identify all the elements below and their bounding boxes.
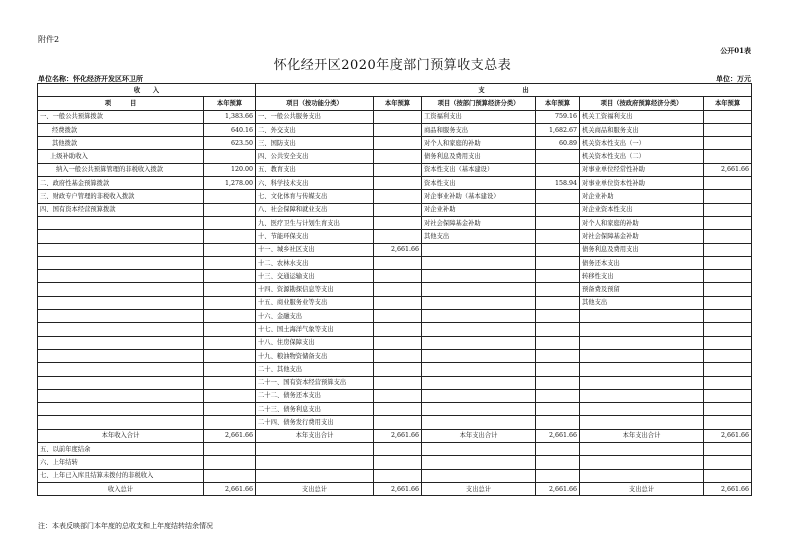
func-item: 三、国防支出 (256, 137, 374, 150)
income-item (38, 336, 204, 349)
func-value (374, 163, 422, 176)
income-item (38, 310, 204, 323)
func-total-label: 本年支出合计 (256, 429, 374, 442)
income-header: 收 入 (38, 84, 256, 97)
func-value (374, 310, 422, 323)
dept-value (536, 403, 580, 416)
income-item (38, 283, 204, 296)
table-row (38, 270, 752, 283)
func-value (374, 376, 422, 389)
income-value: 1,383.66 (204, 110, 256, 123)
func-item: 五、教育支出 (256, 163, 374, 176)
func-value (374, 296, 422, 309)
dept-header: 项目（按部门预算经济分类） (422, 97, 536, 110)
empty-cell (374, 443, 422, 456)
income-value (204, 336, 256, 349)
income-item (38, 216, 204, 229)
table-row (38, 416, 752, 429)
func-item: 二、外交支出 (256, 123, 374, 136)
func-item: 十五、商业服务业等支出 (256, 296, 374, 309)
table-row (38, 123, 752, 136)
func-total-value: 2,661.66 (374, 429, 422, 442)
dept-value (536, 190, 580, 203)
income-total-label: 收入总计 (38, 482, 204, 495)
table-row (38, 163, 752, 176)
income-value: 623.50 (204, 137, 256, 150)
gov-value (704, 363, 752, 376)
gov-item: 债务利息及费用支出 (580, 243, 704, 256)
dept-item: 对个人和家庭的补助 (422, 137, 536, 150)
empty-cell (536, 456, 580, 469)
income-item (38, 230, 204, 243)
func-item: 二十二、债务还本支出 (256, 389, 374, 402)
gov-value (704, 190, 752, 203)
func-value (374, 150, 422, 163)
dept-value (536, 389, 580, 402)
func-value (374, 203, 422, 216)
func-item: 十七、国土海洋气象等支出 (256, 323, 374, 336)
income-value (204, 216, 256, 229)
income-value (204, 203, 256, 216)
empty-cell (536, 469, 580, 482)
gov-total-value: 2,661.66 (704, 482, 752, 495)
income-value (204, 443, 256, 456)
dept-value (536, 230, 580, 243)
gov-item (580, 403, 704, 416)
income-value (204, 349, 256, 362)
dept-item (422, 403, 536, 416)
func-item: 十、节能环保支出 (256, 230, 374, 243)
budget-header: 本年预算 (536, 97, 580, 110)
func-item: 十二、农林水支出 (256, 256, 374, 269)
dept-item (422, 310, 536, 323)
gov-item: 债务还本支出 (580, 256, 704, 269)
func-value: 2,661.66 (374, 243, 422, 256)
attachment-label: 附件2 (38, 35, 60, 44)
dept-item: 商品和服务支出 (422, 123, 536, 136)
form-code: 公开01表 (720, 46, 751, 55)
gov-item: 对个人和家庭的补助 (580, 216, 704, 229)
func-item: 十九、粮油物资储备支出 (256, 349, 374, 362)
table-row (38, 256, 752, 269)
table-row (38, 243, 752, 256)
income-value (204, 270, 256, 283)
gov-total-label: 支出总计 (580, 482, 704, 495)
func-total-value: 2,661.66 (374, 482, 422, 495)
gov-item: 其他支出 (580, 296, 704, 309)
income-item: 经费拨款 (38, 123, 204, 136)
func-item: 十三、交通运输支出 (256, 270, 374, 283)
empty-cell (374, 469, 422, 482)
gov-value (704, 283, 752, 296)
dept-item (422, 349, 536, 362)
dept-item (422, 323, 536, 336)
func-value (374, 190, 422, 203)
income-item (38, 416, 204, 429)
page-title: 怀化经开区2020年度部门预算收支总表 (273, 58, 512, 73)
income-value (204, 323, 256, 336)
gov-header: 项目（按政府预算经济分类） (580, 97, 704, 110)
income-item: 七、上年已入库且结算未拨付的非税收入 (38, 469, 204, 482)
dept-value (536, 416, 580, 429)
func-item: 六、科学技术支出 (256, 177, 374, 190)
gov-value (704, 177, 752, 190)
table-row (38, 456, 752, 469)
income-total-value: 2,661.66 (204, 429, 256, 442)
income-item (38, 363, 204, 376)
gov-item (580, 349, 704, 362)
dept-item (422, 243, 536, 256)
func-header: 项目（按功能分类） (256, 97, 374, 110)
func-item: 八、社会保障和就业支出 (256, 203, 374, 216)
gov-value (704, 216, 752, 229)
gov-item: 机关资本性支出（二） (580, 150, 704, 163)
budget-summary-table (37, 83, 752, 496)
dept-value (536, 203, 580, 216)
func-value (374, 336, 422, 349)
dept-value (536, 283, 580, 296)
income-item (38, 270, 204, 283)
income-total-value: 2,661.66 (204, 482, 256, 495)
gov-item (580, 336, 704, 349)
income-value (204, 403, 256, 416)
table-row (38, 323, 752, 336)
dept-item (422, 416, 536, 429)
gov-item: 机关商品和服务支出 (580, 123, 704, 136)
dept-item (422, 256, 536, 269)
income-value (204, 283, 256, 296)
func-item: 一、一般公共服务支出 (256, 110, 374, 123)
gov-value (704, 349, 752, 362)
gov-value (704, 416, 752, 429)
dept-value (536, 310, 580, 323)
income-total-label: 本年收入合计 (38, 429, 204, 442)
income-value: 640.16 (204, 123, 256, 136)
table-row (38, 230, 752, 243)
gov-item: 对事业单位资本性补助 (580, 177, 704, 190)
table-row (38, 190, 752, 203)
income-value (204, 456, 256, 469)
dept-item (422, 283, 536, 296)
dept-value (536, 376, 580, 389)
func-value (374, 137, 422, 150)
gov-item: 预备费及预留 (580, 283, 704, 296)
func-item: 十八、住房保障支出 (256, 336, 374, 349)
dept-item: 工资福利支出 (422, 110, 536, 123)
func-value (374, 349, 422, 362)
income-item (38, 256, 204, 269)
gov-value (704, 110, 752, 123)
table-row (38, 403, 752, 416)
income-value (204, 363, 256, 376)
gov-item: 对企业资本性支出 (580, 203, 704, 216)
func-item: 二十一、国有资本经营预算支出 (256, 376, 374, 389)
income-value (204, 230, 256, 243)
income-value: 1,278.00 (204, 177, 256, 190)
dept-item (422, 296, 536, 309)
dept-item: 资本性支出（基本建设） (422, 163, 536, 176)
income-value (204, 469, 256, 482)
income-item: 三、财政专户管理的非税收入拨款 (38, 190, 204, 203)
func-item: 十一、城乡社区支出 (256, 243, 374, 256)
empty-cell (256, 456, 374, 469)
dept-value (536, 216, 580, 229)
empty-cell (580, 456, 704, 469)
table-row (38, 137, 752, 150)
table-row (38, 310, 752, 323)
dept-value (536, 336, 580, 349)
dept-total-value: 2,661.66 (536, 482, 580, 495)
dept-item (422, 376, 536, 389)
table-group-header (38, 84, 752, 97)
gov-value: 2,661.66 (704, 163, 752, 176)
empty-cell (704, 443, 752, 456)
table-row (38, 110, 752, 123)
func-item: 十六、金融支出 (256, 310, 374, 323)
dept-value: 759.16 (536, 110, 580, 123)
dept-value: 60.89 (536, 137, 580, 150)
currency-unit: 单位：万元 (716, 74, 751, 83)
dept-value (536, 270, 580, 283)
income-item (38, 376, 204, 389)
gov-value (704, 137, 752, 150)
func-value (374, 256, 422, 269)
dept-item: 债务利息及费用支出 (422, 150, 536, 163)
table-row (38, 177, 752, 190)
income-item: 六、上年结转 (38, 456, 204, 469)
gov-item (580, 389, 704, 402)
func-item: 二十四、债务发行费用支出 (256, 416, 374, 429)
gov-value (704, 376, 752, 389)
income-item: 四、国有资本经营预算拨款 (38, 203, 204, 216)
income-value (204, 389, 256, 402)
item-header: 项 目 (38, 97, 204, 110)
empty-cell (422, 443, 536, 456)
func-value (374, 363, 422, 376)
dept-total-value: 2,661.66 (536, 429, 580, 442)
budget-header: 本年预算 (704, 97, 752, 110)
income-value (204, 256, 256, 269)
dept-value (536, 363, 580, 376)
year-total-row (38, 429, 752, 442)
table-row (38, 389, 752, 402)
table-row (38, 363, 752, 376)
dept-value: 1,682.67 (536, 123, 580, 136)
income-item (38, 323, 204, 336)
gov-item (580, 310, 704, 323)
income-value: 120.00 (204, 163, 256, 176)
empty-cell (422, 456, 536, 469)
dept-value: 158.94 (536, 177, 580, 190)
income-item: 一、一般公共预算拨款 (38, 110, 204, 123)
empty-cell (536, 443, 580, 456)
budget-header: 本年预算 (204, 97, 256, 110)
gov-value (704, 150, 752, 163)
func-value (374, 216, 422, 229)
income-value (204, 376, 256, 389)
dept-item: 对企业补助 (422, 203, 536, 216)
income-item: 纳入一般公共预算管理的非税收入拨款 (38, 163, 204, 176)
table-row (38, 349, 752, 362)
func-value (374, 110, 422, 123)
gov-value (704, 256, 752, 269)
func-value (374, 270, 422, 283)
income-item (38, 296, 204, 309)
table-row (38, 203, 752, 216)
dept-value (536, 163, 580, 176)
income-value (204, 416, 256, 429)
dept-value (536, 256, 580, 269)
dept-value (536, 150, 580, 163)
income-item: 五、以前年度结余 (38, 443, 204, 456)
empty-cell (256, 443, 374, 456)
income-value (204, 150, 256, 163)
func-item: 二十、其他支出 (256, 363, 374, 376)
func-item: 九、医疗卫生与计划生育支出 (256, 216, 374, 229)
func-value (374, 323, 422, 336)
footnote: 注：本表反映部门本年度的总收支和上年度结转结余情况 (38, 522, 213, 530)
gov-value (704, 203, 752, 216)
empty-cell (580, 469, 704, 482)
empty-cell (704, 469, 752, 482)
gov-item: 对事业单位经常性补助 (580, 163, 704, 176)
gov-item: 机关资本性支出（一） (580, 137, 704, 150)
empty-cell (580, 443, 704, 456)
func-value (374, 123, 422, 136)
gov-value (704, 123, 752, 136)
empty-cell (422, 469, 536, 482)
income-item: 其他拨款 (38, 137, 204, 150)
gov-item: 转移性支出 (580, 270, 704, 283)
income-value (204, 190, 256, 203)
income-item: 上级补助收入 (38, 150, 204, 163)
dept-item: 对社会保障基金补助 (422, 216, 536, 229)
gov-value (704, 270, 752, 283)
gov-item: 机关工资福利支出 (580, 110, 704, 123)
gov-item: 对企业补助 (580, 190, 704, 203)
func-value (374, 403, 422, 416)
gov-value (704, 296, 752, 309)
income-item (38, 403, 204, 416)
dept-item: 其他支出 (422, 230, 536, 243)
gov-value (704, 323, 752, 336)
table-row (38, 336, 752, 349)
func-total-label: 支出总计 (256, 482, 374, 495)
table-column-header (38, 97, 752, 110)
gov-value (704, 403, 752, 416)
dept-item (422, 363, 536, 376)
income-value (204, 310, 256, 323)
gov-total-label: 本年支出合计 (580, 429, 704, 442)
dept-item: 资本性支出 (422, 177, 536, 190)
table-row (38, 469, 752, 482)
gov-value (704, 310, 752, 323)
gov-value (704, 336, 752, 349)
gov-item (580, 376, 704, 389)
dept-value (536, 243, 580, 256)
dept-item (422, 336, 536, 349)
gov-total-value: 2,661.66 (704, 429, 752, 442)
dept-total-label: 支出总计 (422, 482, 536, 495)
table-row (38, 216, 752, 229)
func-value (374, 283, 422, 296)
table-row (38, 150, 752, 163)
unit-name: 单位名称：怀化经济开发区环卫所 (38, 74, 143, 83)
income-item (38, 349, 204, 362)
income-item (38, 243, 204, 256)
dept-value (536, 296, 580, 309)
func-value (374, 177, 422, 190)
empty-cell (374, 456, 422, 469)
table-row (38, 443, 752, 456)
expense-header: 支 出 (256, 84, 752, 97)
func-item: 二十三、债务利息支出 (256, 403, 374, 416)
table-row (38, 283, 752, 296)
gov-item: 对社会保障基金补助 (580, 230, 704, 243)
func-value (374, 416, 422, 429)
func-item: 十四、资源勘探信息等支出 (256, 283, 374, 296)
dept-item: 对企事业补助（基本建设） (422, 190, 536, 203)
gov-item (580, 323, 704, 336)
income-value (204, 296, 256, 309)
dept-value (536, 323, 580, 336)
budget-header: 本年预算 (374, 97, 422, 110)
gov-value (704, 243, 752, 256)
dept-item (422, 270, 536, 283)
gov-item (580, 363, 704, 376)
income-item (38, 389, 204, 402)
func-value (374, 230, 422, 243)
gov-value (704, 230, 752, 243)
income-item: 二、政府性基金预算拨款 (38, 177, 204, 190)
table-row (38, 376, 752, 389)
gov-item (580, 416, 704, 429)
func-item: 四、公共安全支出 (256, 150, 374, 163)
func-item: 七、文化体育与传媒支出 (256, 190, 374, 203)
dept-total-label: 本年支出合计 (422, 429, 536, 442)
empty-cell (704, 456, 752, 469)
dept-item (422, 389, 536, 402)
dept-value (536, 349, 580, 362)
func-value (374, 389, 422, 402)
grand-total-row (38, 482, 752, 495)
gov-value (704, 389, 752, 402)
table-row (38, 296, 752, 309)
empty-cell (256, 469, 374, 482)
income-value (204, 243, 256, 256)
